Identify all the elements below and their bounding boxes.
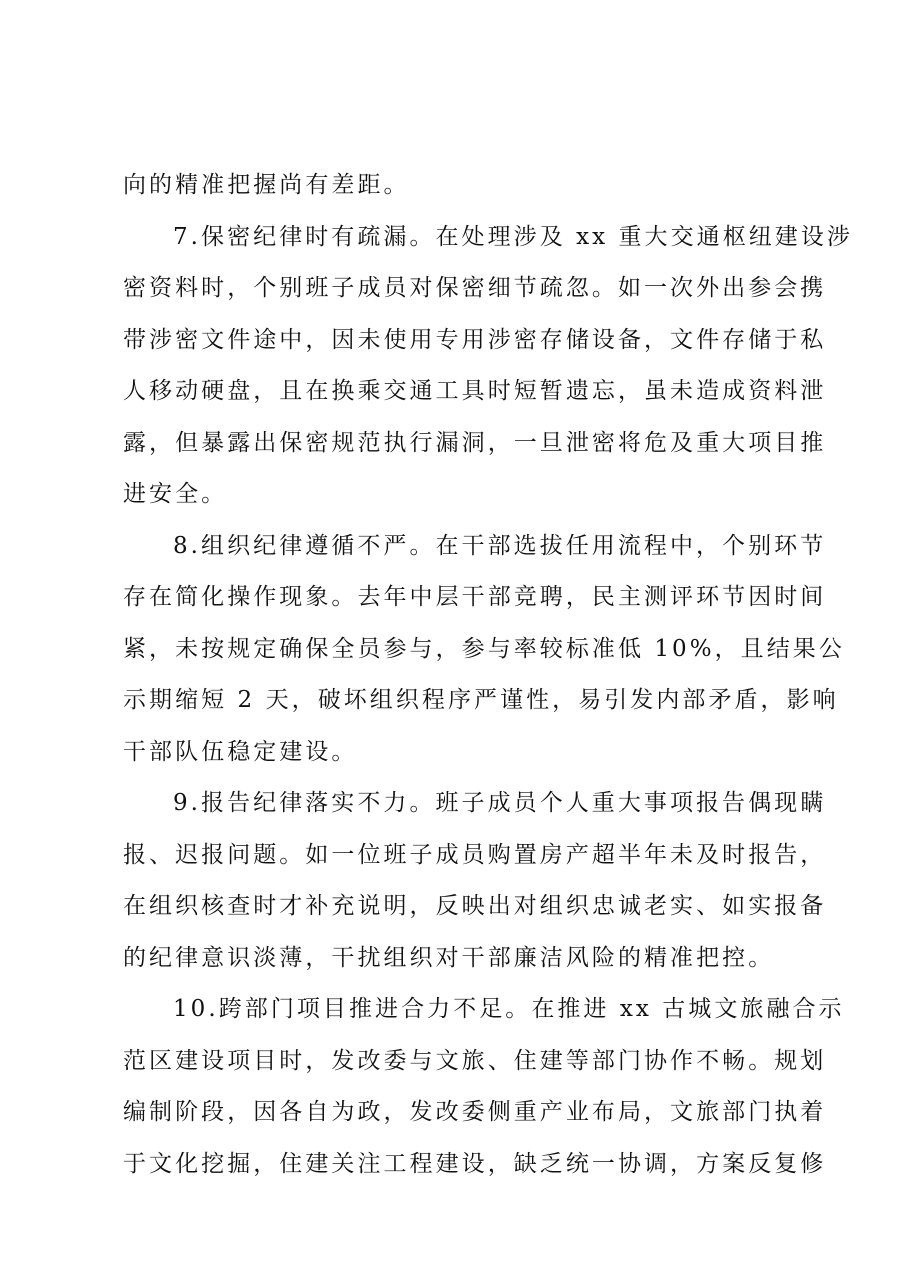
text-line: 7.保密纪律时有疏漏。在处理涉及 xx 重大交通枢纽建设涉 [173, 223, 853, 250]
text-line: 9.报告纪律落实不力。班子成员个人重大事项报告偶现瞒 [173, 790, 827, 816]
text-line: 编制阶段，因各自为政，发改委侧重产业布局，文旅部门执着 [123, 1099, 827, 1125]
text-line: 带涉密文件途中，因未使用专用涉密存储设备，文件存储于私 [123, 326, 827, 353]
text-line: 存在简化操作现象。去年中层干部竞聘，民主测评环节因时间 [123, 584, 827, 610]
text-line: 向的精准把握尚有差距。 [123, 172, 410, 198]
text-line: 人移动硬盘，且在换乘交通工具时短暂遗忘，虽未造成资料泄 [123, 378, 827, 404]
text-line: 范区建设项目时，发改委与文旅、住建等部门协作不畅。规划 [123, 1047, 827, 1074]
document-page [123, 160, 853, 1190]
text-line: 于文化挖掘，住建关注工程建设，缺乏统一协调，方案反复修 [123, 1150, 827, 1177]
text-line: 8.组织纪律遵循不严。在干部选拔任用流程中，个别环节 [173, 532, 827, 559]
text-line: 密资料时，个别班子成员对保密细节疏忽。如一次外出参会携 [123, 275, 827, 301]
text-line: 露，但暴露出保密规范执行漏洞，一旦泄密将危及重大项目推 [123, 429, 827, 456]
text-line: 示期缩短 2 天，破坏组织程序严谨性，易引发内部矛盾，影响 [123, 687, 839, 713]
text-line: 紧，未按规定确保全员参与，参与率较标准低 10%，且结果公 [123, 635, 845, 662]
text-line: 10.跨部门项目推进合力不足。在推进 xx 古城文旅融合示 [173, 996, 845, 1022]
text-line: 在组织核查时才补充说明，反映出对组织忠诚老实、如实报备 [123, 893, 827, 919]
text-line: 进安全。 [123, 481, 228, 507]
text-line: 的纪律意识淡薄，干扰组织对干部廉洁风险的精准把控。 [123, 944, 775, 971]
text-line: 报、迟报问题。如一位班子成员购置房产超半年未及时报告， [123, 841, 827, 868]
text-line: 干部队伍稳定建设。 [123, 738, 358, 765]
